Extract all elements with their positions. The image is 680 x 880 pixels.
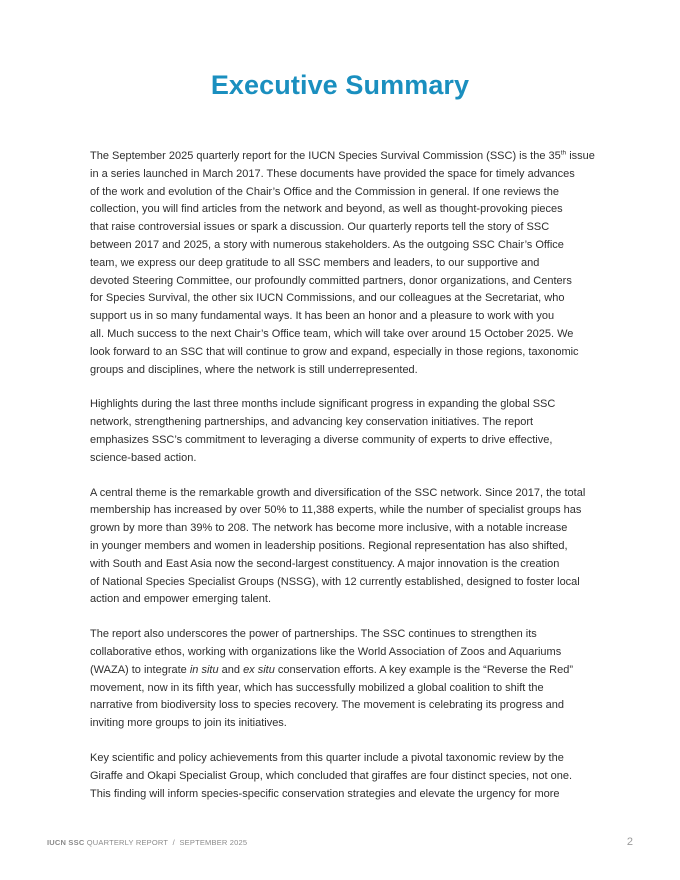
body-text	[90, 148, 595, 820]
paragraph-1	[90, 148, 595, 379]
text-line: groups and disciplines, where the network is still underrepresented.	[90, 363, 418, 376]
text-line: for Species Survival, the other six IUCN Commissions, and our colleagues at the Secretariat, who	[90, 292, 565, 305]
page-footer	[47, 838, 247, 847]
text-line: in a series launched in March 2017. These documents have provided the space for timely advances	[90, 167, 575, 180]
text-line: with South and East Asia now the second-largest constituency. A major innovation is the creation	[90, 557, 560, 570]
text-line: in younger members and women in leadership positions. Regional representation has also shifted,	[90, 539, 568, 552]
text-line: action and empower emerging talent.	[90, 593, 271, 606]
paragraph-4	[90, 626, 590, 733]
text-line: of the work and evolution of the Chair’s Office and the Commission in general. If one reviews the	[90, 185, 559, 198]
text-line: The report also underscores the power of partnerships. The SSC continues to strengthen its	[90, 628, 537, 641]
text-line: collection, you will find articles from the network and beyond, as well as thought-provoking pieces	[90, 203, 563, 216]
text-line: movement, now in its fifth year, which has successfully mobilized a global coalition to shift the	[90, 681, 544, 694]
text-line: that raise controversial issues or spark a discussion. Our quarterly reports tell the story of SSC	[90, 221, 550, 234]
text-line: support us in so many fundamental ways. It has been an honor and a pleasure to work with you	[90, 310, 555, 323]
paragraph-2	[90, 396, 590, 467]
page-title: Executive Summary	[210, 70, 470, 100]
footer-date: SEPTEMBER 2025	[179, 838, 248, 847]
text-line: narrative from biodiversity loss to species recovery. The movement is celebrating its progress and	[90, 699, 565, 712]
page-number: 2	[626, 836, 633, 848]
text-line: The September 2025 quarterly report for the IUCN Species Survival Commission (SSC) is the 35th issue	[90, 149, 595, 162]
footer-org: IUCN SSC	[47, 838, 85, 847]
text-line: all. Much success to the next Chair’s Office team, which will take over around 15 October 2025. We	[90, 327, 574, 340]
text-line: Key scientific and policy achievements from this quarter include a pivotal taxonomic review by the	[90, 751, 564, 764]
text-line: membership has increased by over 50% to 11,388 experts, while the number of specialist groups has	[90, 504, 582, 517]
footer-separator: /	[172, 838, 175, 847]
superscript: th	[560, 149, 567, 157]
paragraph-3	[90, 485, 590, 610]
text-line: devoted Steering Committee, our profoundly committed partners, donor organizations, and Centers	[90, 274, 572, 287]
text-line: A central theme is the remarkable growth and diversification of the SSC network. Since 2017, the total	[90, 486, 586, 499]
text-line: Highlights during the last three months include significant progress in expanding the global SSC	[90, 398, 556, 411]
text-line: grown by more than 39% to 208. The network has become more inclusive, with a notable increase	[90, 522, 568, 535]
text-line: network, strengthening partnerships, and advancing key conservation initiatives. The report	[90, 416, 534, 429]
text-line: emphasizes SSC’s commitment to leveraging a diverse community of experts to drive effective,	[90, 433, 553, 446]
text-line: Giraffe and Okapi Specialist Group, which concluded that giraffes are four distinct species, not one.	[90, 769, 573, 782]
paragraph-5	[90, 750, 590, 803]
text-line: (WAZA) to integrate in situ and ex situ conservation efforts. A key example is the “Reverse the Red”	[90, 663, 574, 676]
footer-publication: QUARTERLY REPORT	[86, 838, 169, 847]
text-line: look forward to an SSC that will continue to grow and expand, especially in those regions, taxonomic	[90, 345, 579, 358]
text-line: collaborative ethos, working with organizations like the World Association of Zoos and Aquariums	[90, 645, 562, 658]
text-line: This finding will inform species-specific conservation strategies and elevate the urgency for more	[90, 787, 560, 800]
text-line: team, we express our deep gratitude to all SSC members and leaders, to our supportive and	[90, 256, 540, 269]
italic-term: ex situ	[243, 663, 275, 676]
text-line: between 2017 and 2025, a story with numerous stakeholders. As the outgoing SSC Chair’s Office	[90, 238, 564, 251]
italic-term: in situ	[189, 663, 219, 676]
text-line: inviting more groups to join its initiatives.	[90, 717, 287, 730]
text-line: science-based action.	[90, 451, 197, 464]
text-line: of National Species Specialist Groups (NSSG), with 12 currently established, designed to foster local	[90, 575, 580, 588]
